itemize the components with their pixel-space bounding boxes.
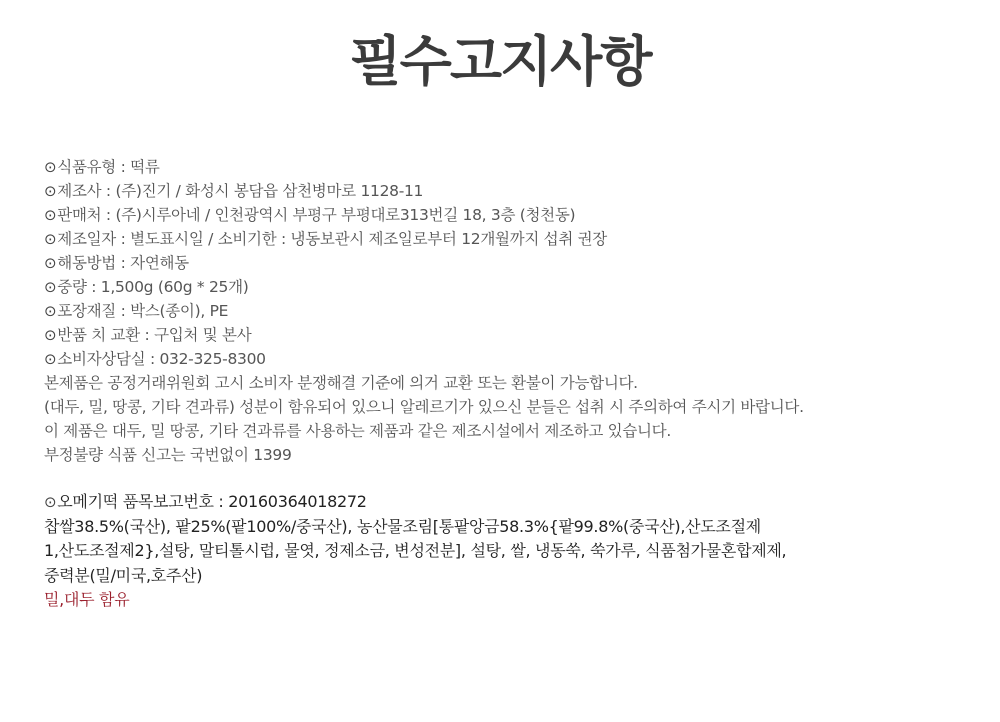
bullet-icon: ⊙ (44, 278, 57, 296)
notice-item-dates (44, 227, 974, 251)
page-title: 필수고지사항 (349, 30, 651, 93)
bullet-icon: ⊙ (44, 254, 57, 272)
notice-item-text: 제조일자 : 별도표시일 / 소비기한 : 냉동보관시 제조일로부터 12개월까지 섭취 권장 (57, 230, 607, 248)
notice-section (44, 155, 974, 467)
notice-item-weight (44, 275, 974, 299)
bullet-icon: ⊙ (44, 493, 57, 511)
notice-paragraph-refund: 본제품은 공정거래위원회 고시 소비자 분쟁해결 기준에 의거 교환 또는 환불이 가능합니다. (44, 374, 638, 392)
notice-item-seller (44, 203, 974, 227)
ingredient-line: 찹쌀38.5%(국산), 팥25%(팥100%/중국산), 농산물조림[통팥앙금58.3%{팥99.8%(중국산),산도조절제 (44, 516, 761, 536)
notice-item-consumer-center (44, 347, 974, 371)
notice-item-thawing (44, 251, 974, 275)
bullet-icon: ⊙ (44, 230, 57, 248)
bullet-icon: ⊙ (44, 350, 57, 368)
notice-item-text: 해동방법 : 자연해동 (57, 254, 189, 272)
bullet-icon: ⊙ (44, 158, 57, 176)
notice-item-text: 포장재질 : 박스(종이), PE (57, 302, 229, 320)
bullet-icon: ⊙ (44, 206, 57, 224)
notice-paragraph-facility: 이 제품은 대두, 밀 땅콩, 기타 견과류를 사용하는 제품과 같은 제조시설에서 제조하고 있습니다. (44, 422, 671, 440)
notice-paragraph-report: 부정불량 식품 신고는 국번없이 1399 (44, 446, 292, 464)
notice-item-text: 중량 : 1,500g (60g * 25개) (57, 278, 249, 296)
notice-item-text: 소비자상담실 : 032-325-8300 (57, 350, 266, 368)
notice-item-manufacturer (44, 179, 974, 203)
notice-item-text: 식품유형 : 떡류 (57, 158, 160, 176)
product-section (44, 490, 974, 613)
bullet-icon: ⊙ (44, 302, 57, 320)
notice-item-text: 반품 치 교환 : 구입처 및 본사 (57, 326, 252, 344)
notice-paragraph-allergy: (대두, 밀, 땅콩, 기타 견과류) 성분이 함유되어 있으니 알레르기가 있으신 분들은 섭취 시 주의하여 주시기 바랍니다. (44, 398, 804, 416)
allergen-notice: 밀,대두 함유 (44, 590, 130, 609)
product-report-number (44, 490, 974, 515)
notice-item-packaging (44, 299, 974, 323)
notice-item-text: 제조사 : (주)진기 / 화성시 봉담읍 삼천병마로 1128-11 (57, 182, 424, 200)
ingredient-line: 중력분(밀/미국,호주산) (44, 565, 203, 585)
ingredient-line: 1,산도조절제2},설탕, 말티톨시럽, 물엿, 정제소금, 변성전분], 설탕, 쌀, 냉동쑥, 쑥가루, 식품첨가물혼합제제, (44, 541, 787, 560)
bullet-icon: ⊙ (44, 326, 57, 344)
product-report-number-text: 오메기떡 품목보고번호 : 20160364018272 (57, 492, 367, 511)
notice-item-returns (44, 323, 974, 347)
notice-item-food-type (44, 155, 974, 179)
bullet-icon: ⊙ (44, 182, 57, 200)
notice-item-text: 판매처 : (주)시루아네 / 인천광역시 부평구 부평대로313번길 18, 3층 (청천동) (57, 206, 576, 224)
